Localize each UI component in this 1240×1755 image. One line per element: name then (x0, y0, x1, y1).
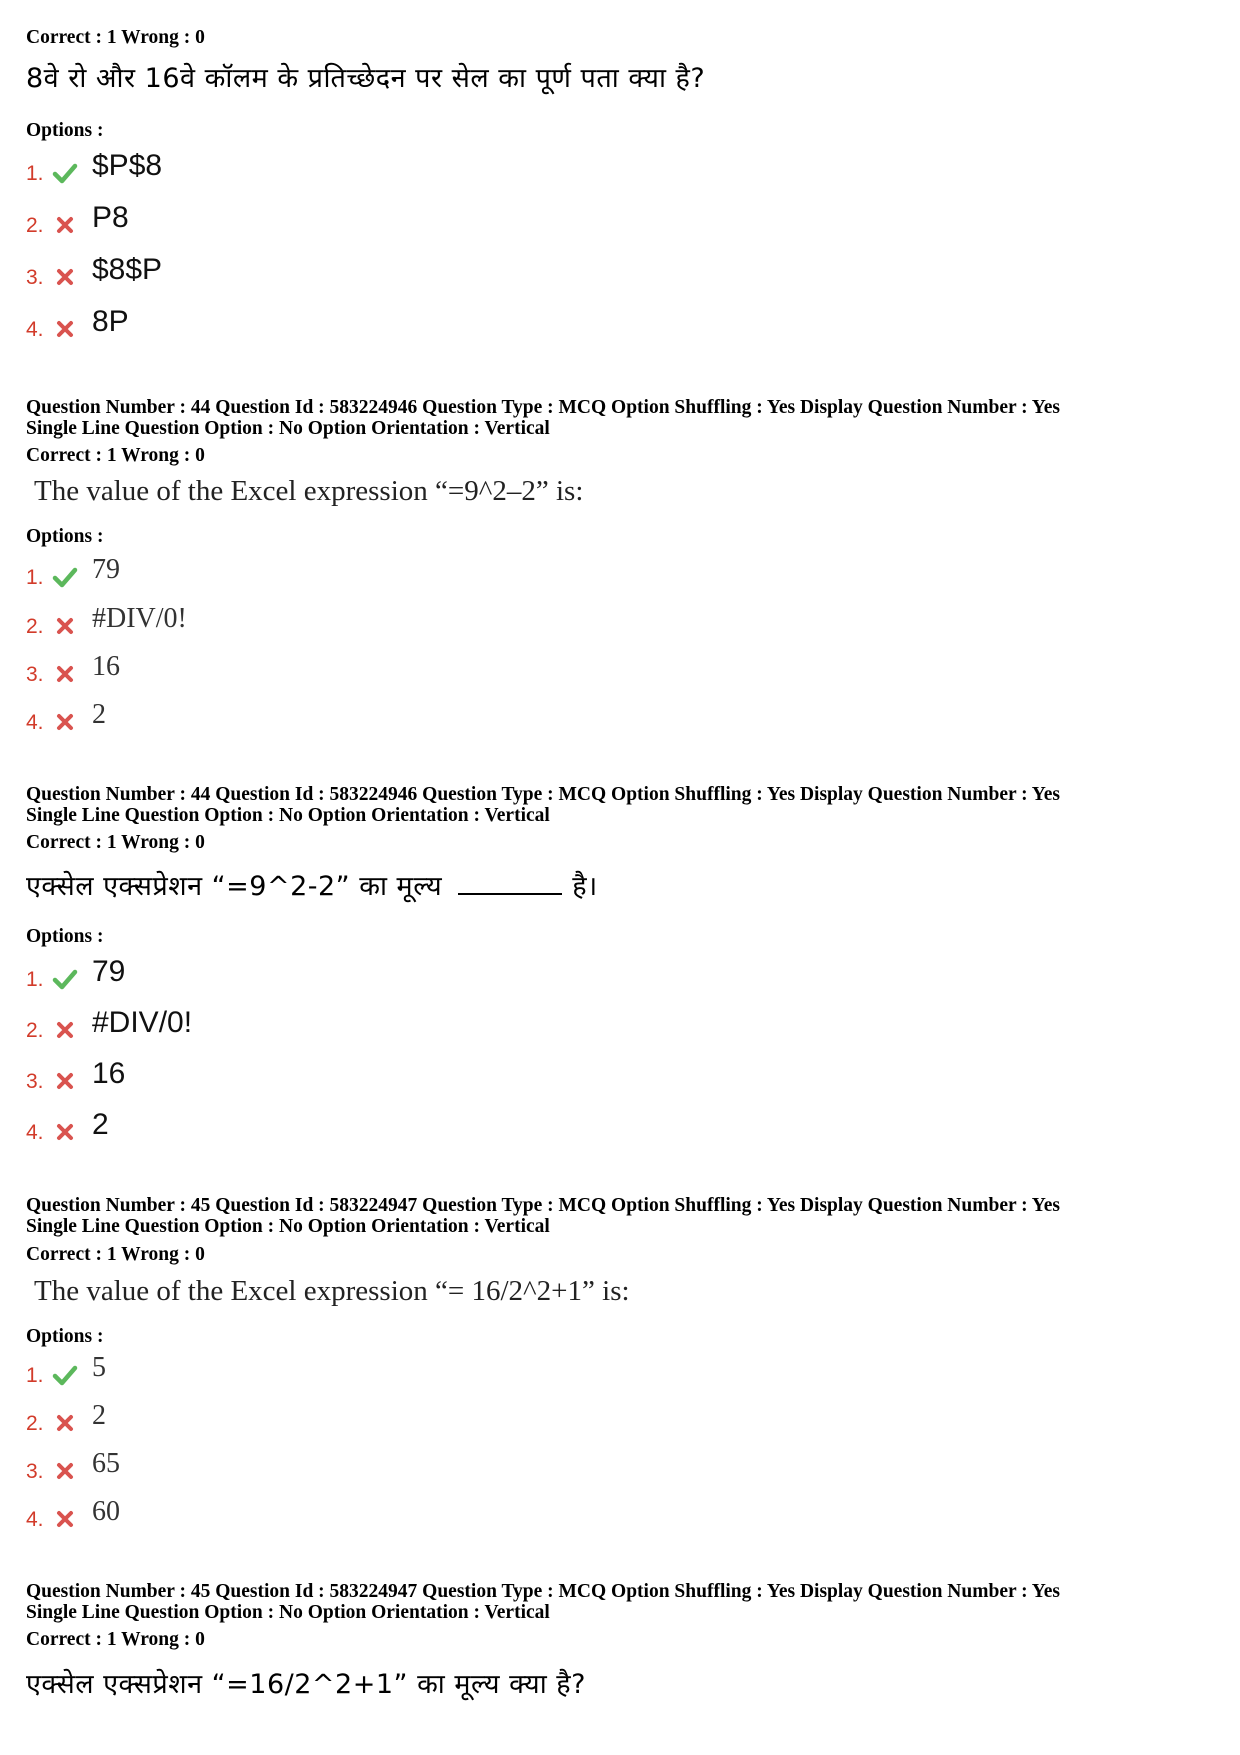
check-icon (52, 564, 78, 590)
option-text: 5 (92, 1352, 106, 1383)
cross-icon (52, 1410, 78, 1436)
cross-icon (52, 1506, 78, 1532)
option-text: 79 (92, 554, 120, 585)
option-number: 4. (26, 1121, 44, 1144)
cross-icon (52, 613, 78, 639)
question-text-end: है। (572, 871, 598, 902)
question-meta-options: Single Line Question Option : No Option Orientation : Vertical (26, 1216, 550, 1237)
option-number: 2. (26, 1412, 44, 1435)
option-text: #DIV/0! (92, 603, 187, 634)
option-text: 8P (92, 305, 129, 338)
question-meta: Question Number : 45 Question Id : 583224947 Question Type : MCQ Option Shuffling : Yes Display Question Number : Yes (26, 1195, 1060, 1216)
options-label: Options : (26, 526, 104, 547)
option-text: 60 (92, 1496, 120, 1527)
question-meta: Question Number : 44 Question Id : 583224946 Question Type : MCQ Option Shuffling : Yes Display Question Number : Yes (26, 397, 1060, 418)
option-text: 16 (92, 1057, 126, 1090)
option-number: 4. (26, 318, 44, 341)
question-text: The value of the Excel expression “= 16/2^2+1” is: (34, 1275, 630, 1307)
option-number: 3. (26, 266, 44, 289)
option-number: 3. (26, 663, 44, 686)
cross-icon (52, 709, 78, 735)
option-text: 65 (92, 1448, 120, 1479)
option-number: 1. (26, 968, 44, 991)
option-text: #DIV/0! (92, 1006, 193, 1039)
option-number: 4. (26, 1508, 44, 1531)
question-text-start: एक्सेल एक्सप्रेशन “=9^2-2” का मूल्य (26, 871, 443, 902)
option-number: 3. (26, 1070, 44, 1093)
option-number: 1. (26, 1364, 44, 1387)
option-text: 16 (92, 651, 120, 682)
option-number: 1. (26, 566, 44, 589)
question-meta: Question Number : 44 Question Id : 583224946 Question Type : MCQ Option Shuffling : Yes Display Question Number : Yes (26, 784, 1060, 805)
option-text: P8 (92, 201, 129, 234)
cross-icon (52, 264, 78, 290)
cross-icon (52, 212, 78, 238)
score-line: Correct : 1 Wrong : 0 (26, 1244, 205, 1265)
question-text: 8वे रो और 16वे कॉलम के प्रतिच्छेदन पर सेल का पूर्ण पता क्या है? (26, 63, 706, 94)
option-text: $P$8 (92, 149, 163, 182)
score-line: Correct : 1 Wrong : 0 (26, 445, 205, 466)
cross-icon (52, 1458, 78, 1484)
check-icon (52, 966, 78, 992)
option-number: 2. (26, 1019, 44, 1042)
question-text (26, 870, 1216, 904)
option-number: 2. (26, 214, 44, 237)
question-text: एक्सेल एक्सप्रेशन “=16/2^2+1” का मूल्य क्या है? (26, 1669, 586, 1700)
question-meta-options: Single Line Question Option : No Option Orientation : Vertical (26, 418, 550, 439)
options-label: Options : (26, 926, 104, 947)
cross-icon (52, 661, 78, 687)
option-number: 3. (26, 1460, 44, 1483)
cross-icon (52, 1119, 78, 1145)
option-number: 4. (26, 711, 44, 734)
option-text: 2 (92, 1400, 106, 1431)
options-label: Options : (26, 1326, 104, 1347)
question-meta: Question Number : 45 Question Id : 583224947 Question Type : MCQ Option Shuffling : Yes Display Question Number : Yes (26, 1581, 1060, 1602)
question-text: The value of the Excel expression “=9^2–2” is: (34, 475, 584, 507)
check-icon (52, 1362, 78, 1388)
option-number: 1. (26, 162, 44, 185)
score-line: Correct : 1 Wrong : 0 (26, 832, 205, 853)
option-text: 2 (92, 699, 106, 730)
question-meta-options: Single Line Question Option : No Option Orientation : Vertical (26, 1602, 550, 1623)
answer-blank (458, 892, 562, 895)
cross-icon (52, 1068, 78, 1094)
cross-icon (52, 316, 78, 342)
option-number: 2. (26, 615, 44, 638)
check-icon (52, 160, 78, 186)
options-label: Options : (26, 120, 104, 141)
score-line: Correct : 1 Wrong : 0 (26, 27, 205, 48)
option-text: 2 (92, 1108, 109, 1141)
option-text: 79 (92, 955, 126, 988)
option-text: $8$P (92, 253, 163, 286)
question-meta-options: Single Line Question Option : No Option Orientation : Vertical (26, 805, 550, 826)
cross-icon (52, 1017, 78, 1043)
score-line: Correct : 1 Wrong : 0 (26, 1629, 205, 1650)
